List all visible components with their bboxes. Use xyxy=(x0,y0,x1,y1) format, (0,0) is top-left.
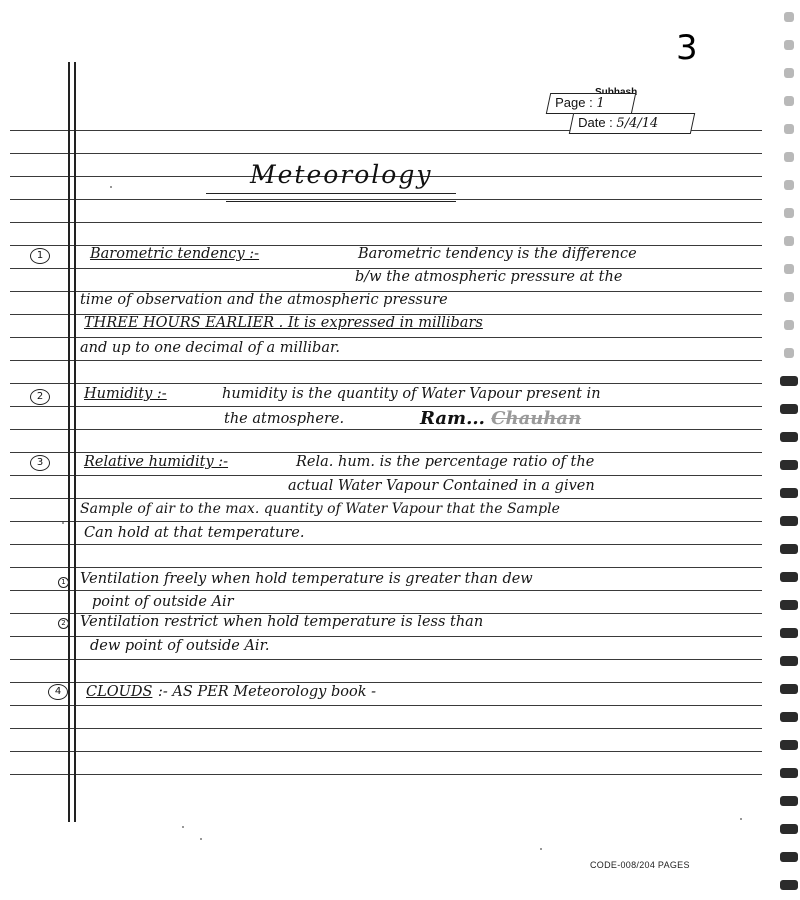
section-line: the atmosphere. xyxy=(224,411,345,427)
section-heading: Humidity :- xyxy=(84,386,167,402)
note-line: point of outside Air xyxy=(92,594,234,610)
note-line: Ventilation restrict when hold temperature is less than xyxy=(80,614,484,630)
section-line: and up to one decimal of a millibar. xyxy=(80,340,340,356)
section-line: time of observation and the atmospheric pressure xyxy=(80,292,448,308)
margin-line-inner xyxy=(74,62,76,822)
date-value: 5/4/14 xyxy=(616,116,659,131)
spiral-binding xyxy=(770,0,800,900)
section-number: 2 xyxy=(30,389,50,405)
section-line: Sample of air to the max. quantity of Water Vapour that the Sample xyxy=(80,501,560,517)
signature-smudged: Chauhan xyxy=(491,408,582,429)
title-underline-2 xyxy=(226,201,456,202)
section-line: humidity is the quantity of Water Vapour present in xyxy=(222,386,601,402)
signature-visible: Ram... xyxy=(420,408,485,429)
page-number: 3 xyxy=(676,28,698,68)
note-number: 2 xyxy=(58,618,69,629)
section-number: 3 xyxy=(30,455,50,471)
section-line: b/w the atmospheric pressure at the xyxy=(355,269,623,285)
date-stamp xyxy=(569,113,695,134)
note-number: 1 xyxy=(58,577,69,588)
section-line: actual Water Vapour Contained in a given xyxy=(288,478,595,494)
page-label: Page : xyxy=(555,95,593,110)
section-number: 4 xyxy=(48,684,68,700)
margin-line-outer xyxy=(68,62,70,822)
section-line: Can hold at that temperature. xyxy=(84,525,305,541)
section-line: Rela. hum. is the percentage ratio of the xyxy=(296,454,595,470)
section-heading: Barometric tendency :- xyxy=(90,246,260,262)
section-number: 1 xyxy=(30,248,50,264)
footer-code: CODE-008/204 PAGES xyxy=(590,860,690,870)
page-title: Meteorology xyxy=(250,160,433,189)
section-line: Barometric tendency is the difference xyxy=(358,246,637,262)
section-line: THREE HOURS EARLIER . It is expressed in millibars xyxy=(84,315,483,331)
section-heading: Relative humidity :- xyxy=(84,454,229,470)
signature xyxy=(420,408,581,429)
note-line: Ventilation freely when hold temperature is greater than dew xyxy=(80,571,533,587)
section-heading: CLOUDS xyxy=(86,684,153,700)
title-underline xyxy=(206,193,456,194)
page-value: 1 xyxy=(596,96,605,111)
date-label: Date : xyxy=(578,115,613,130)
page-stamp xyxy=(546,93,636,114)
section-line: :- AS PER Meteorology book - xyxy=(158,684,376,700)
note-line: dew point of outside Air. xyxy=(90,638,270,654)
